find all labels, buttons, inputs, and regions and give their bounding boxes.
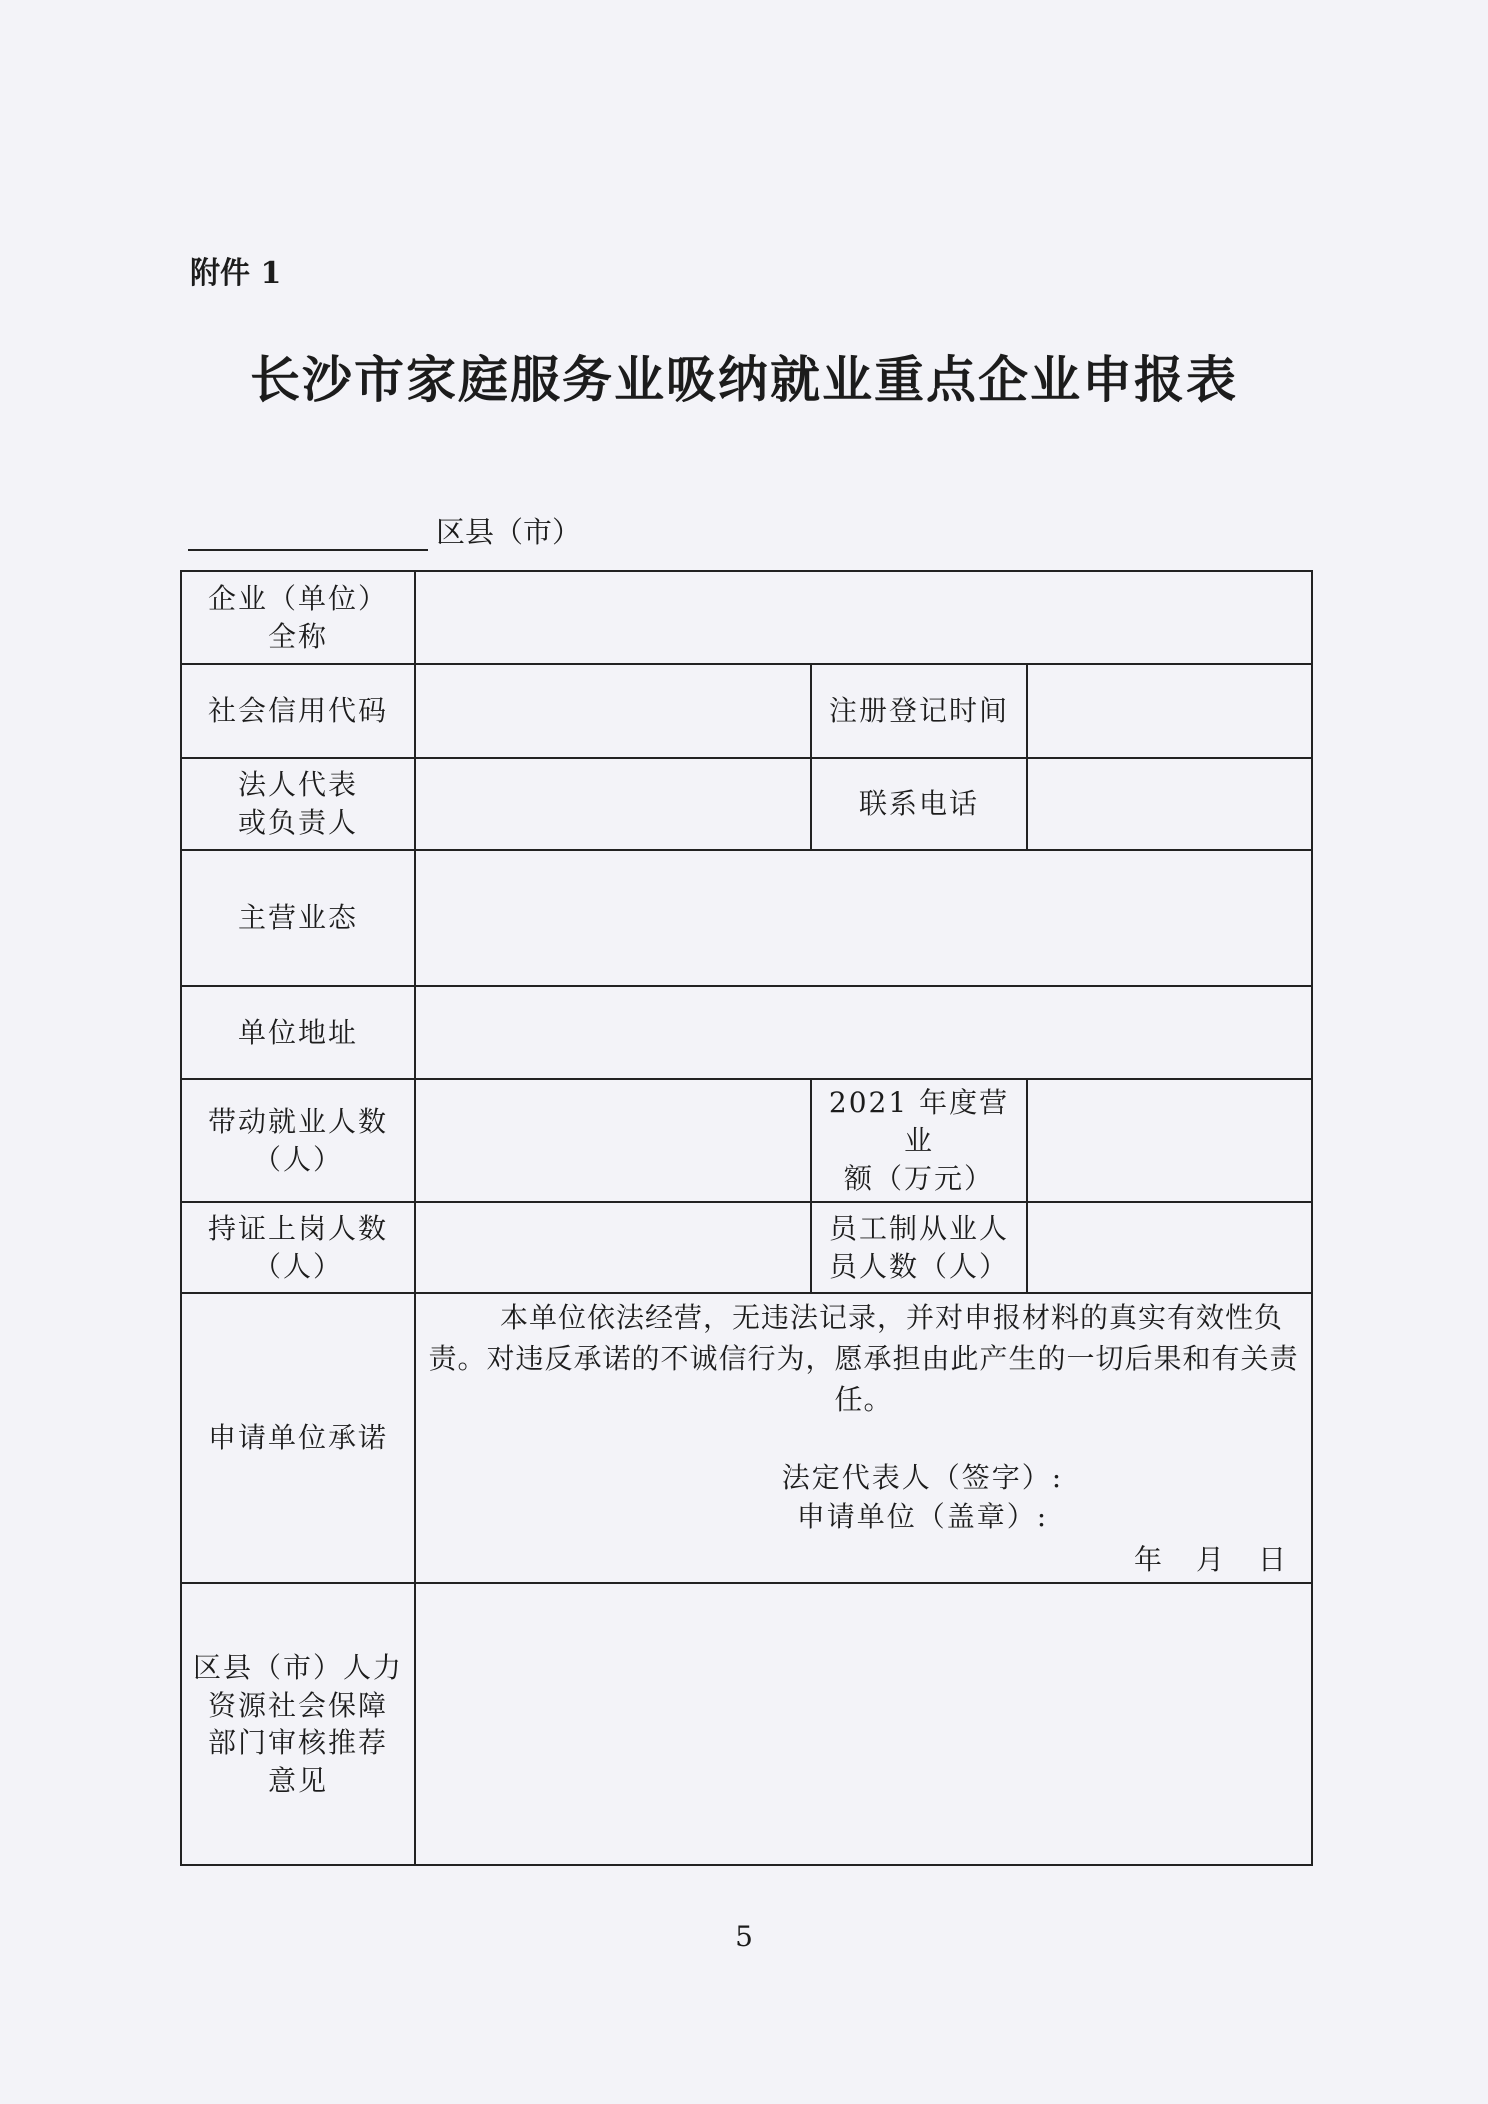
district-blank-field[interactable]	[188, 519, 428, 551]
employment-count-field[interactable]	[415, 1079, 811, 1202]
company-name-label: 企业（单位） 全称	[181, 571, 415, 664]
page-number: 5	[735, 1920, 753, 1953]
company-name-field[interactable]	[415, 571, 1312, 664]
legal-rep-field[interactable]	[415, 758, 811, 850]
page-title: 长沙市家庭服务业吸纳就业重点企业申报表	[250, 350, 1238, 409]
seal-label: 申请单位（盖章）:	[796, 1500, 1049, 1534]
application-form-table	[180, 570, 1313, 1866]
address-field[interactable]	[415, 986, 1312, 1079]
employment-count-label: 带动就业人数 （人）	[181, 1079, 415, 1202]
revenue-label: 2021 年度营业 额（万元）	[811, 1079, 1027, 1202]
review-opinion-field[interactable]	[415, 1583, 1312, 1865]
date-label: 年 月 日	[1134, 1542, 1290, 1576]
legal-rep-label: 法人代表 或负责人	[181, 758, 415, 850]
pledge-label: 申请单位承诺	[181, 1293, 415, 1583]
phone-label: 联系电话	[811, 758, 1027, 850]
address-label: 单位地址	[181, 986, 415, 1079]
certified-count-label: 持证上岗人数 （人）	[181, 1202, 415, 1293]
attachment-label: 附件 1	[190, 256, 282, 291]
certified-count-field[interactable]	[415, 1202, 811, 1293]
staff-count-label: 员工制从业人 员人数（人）	[811, 1202, 1027, 1293]
signature-label: 法定代表人（签字）:	[781, 1461, 1064, 1495]
credit-code-field[interactable]	[415, 664, 811, 758]
credit-code-label: 社会信用代码	[181, 664, 415, 758]
review-opinion-label: 区县（市）人力 资源社会保障 部门审核推荐 意见	[181, 1583, 415, 1865]
staff-count-field[interactable]	[1027, 1202, 1312, 1293]
district-line	[188, 510, 581, 551]
business-type-label: 主营业态	[181, 850, 415, 986]
revenue-field[interactable]	[1027, 1079, 1312, 1202]
district-suffix: 区县（市）	[436, 515, 582, 549]
reg-time-field[interactable]	[1027, 664, 1312, 758]
pledge-text: 本单位依法经营，无违法记录，并对申报材料的真实有效性负责。对违反承诺的不诚信行为，愿承担由此产生的一切后果和有关责任。	[428, 1301, 1299, 1416]
reg-time-label: 注册登记时间	[811, 664, 1027, 758]
business-type-field[interactable]	[415, 850, 1312, 986]
phone-field[interactable]	[1027, 758, 1312, 850]
pledge-cell	[415, 1293, 1312, 1583]
